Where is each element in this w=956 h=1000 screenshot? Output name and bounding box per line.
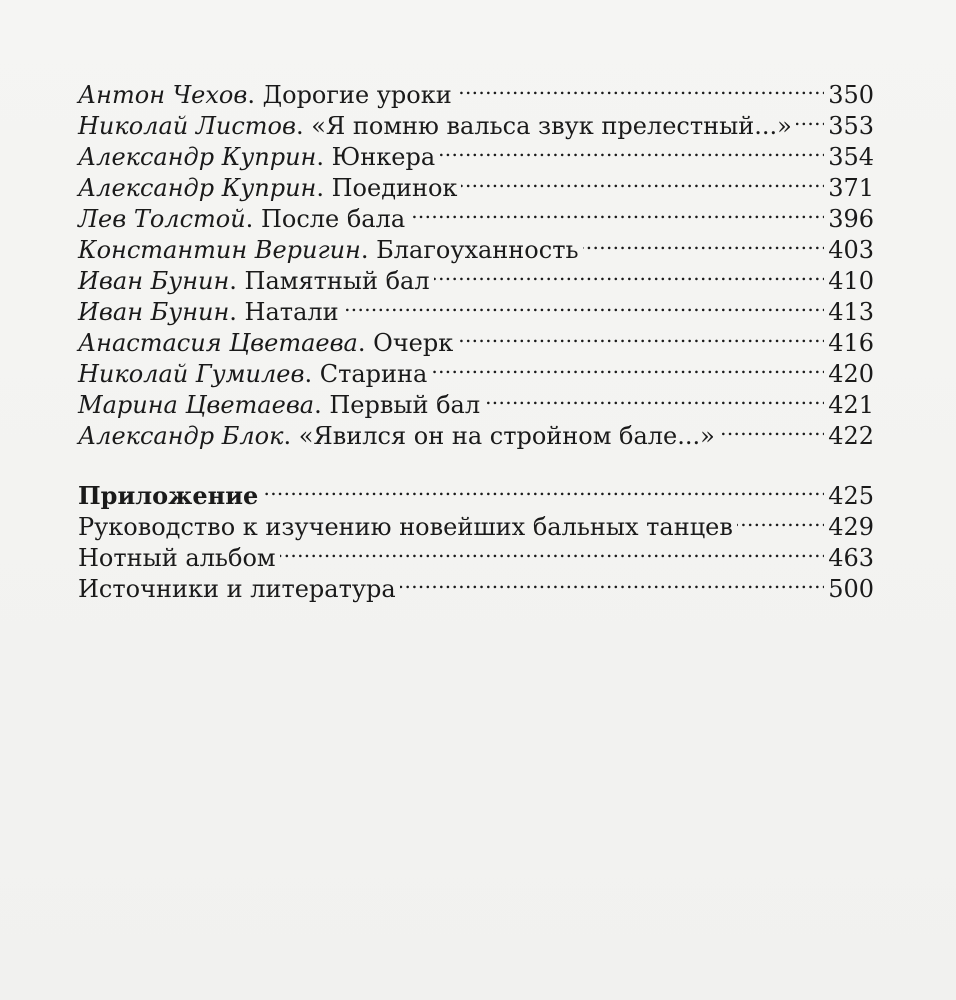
entry-page-number: 463: [828, 544, 874, 572]
leader-dots: [737, 504, 824, 535]
entry-title: После бала: [260, 205, 406, 233]
entry-page-number: 420: [828, 360, 874, 388]
entry-title: Благоуханность: [376, 236, 579, 264]
entry-author: Марина Цветаева: [78, 391, 315, 419]
leader-dots: [431, 351, 824, 382]
entry-author: Антон Чехов: [78, 81, 248, 109]
leader-dots: [484, 382, 824, 413]
entry-page-number: 413: [828, 298, 874, 326]
entry-page-number: 403: [828, 236, 874, 264]
leader-dots: [434, 258, 825, 289]
entry-separator: .: [229, 298, 245, 326]
leader-dots: [280, 535, 825, 566]
leader-dots: [456, 72, 824, 103]
leader-dots: [262, 473, 824, 504]
entry-separator: .: [316, 174, 332, 202]
entry-page-number: 396: [828, 205, 874, 233]
entry-page-number: 421: [828, 391, 874, 419]
entry-author: Александр Куприн: [78, 174, 317, 202]
leader-dots: [719, 413, 824, 444]
entry-title: «Я помню вальса звук прелестный...»: [311, 112, 792, 140]
entry-page-number: 354: [828, 143, 874, 171]
entry-title: Первый бал: [329, 391, 481, 419]
entry-title: Нотный альбом: [78, 544, 276, 572]
leader-dots: [583, 227, 825, 258]
leader-dots: [439, 134, 824, 165]
entry-title: Памятный бал: [244, 267, 430, 295]
leader-dots: [457, 320, 824, 351]
entry-author: Александр Блок: [78, 422, 284, 450]
entry-author: Константин Веригин: [78, 236, 361, 264]
entry-page-number: 416: [828, 329, 874, 357]
entry-author: Николай Листов: [78, 112, 296, 140]
entry-separator: .: [229, 267, 245, 295]
entry-author: Иван Бунин: [78, 298, 230, 326]
appendix-heading-entry: [78, 473, 874, 510]
leader-dots: [400, 566, 825, 597]
entry-separator: .: [360, 236, 377, 264]
entry-author: Лев Толстой: [78, 205, 246, 233]
entry-title: Старина: [319, 360, 428, 388]
entry-page-number: 422: [828, 422, 874, 450]
entry-title: Очерк: [373, 329, 454, 357]
entry-author: Александр Куприн: [78, 143, 317, 171]
entry-title: Юнкера: [331, 143, 436, 171]
appendix-page-number: 425: [828, 482, 874, 510]
entry-page-number: 353: [828, 112, 874, 140]
entry-separator: .: [314, 391, 330, 419]
entry-separator: .: [245, 205, 261, 233]
leader-dots: [409, 196, 824, 227]
entry-page-number: 410: [828, 267, 874, 295]
entry-title: Натали: [244, 298, 339, 326]
entry-page-number: 429: [828, 513, 874, 541]
entry-page-number: 371: [828, 174, 874, 202]
appendix-items: [78, 504, 874, 603]
entry-page-number: 500: [828, 575, 874, 603]
entry-separator: .: [304, 360, 320, 388]
leader-dots: [796, 103, 824, 134]
entry-title: Источники и литература: [78, 575, 396, 603]
appendix-heading: Приложение: [78, 481, 259, 510]
entry-separator: .: [295, 112, 312, 140]
table-of-contents: [78, 72, 874, 603]
entry-title: Руководство к изучению новейших бальных танцев: [78, 513, 733, 541]
entry-title: Дорогие уроки: [262, 81, 452, 109]
toc-entry: [78, 72, 874, 109]
entry-separator: .: [247, 81, 263, 109]
entry-author: Николай Гумилев: [78, 360, 305, 388]
leader-dots: [343, 289, 825, 320]
entry-author: Иван Бунин: [78, 267, 230, 295]
toc-entries: [78, 72, 874, 450]
leader-dots: [461, 165, 824, 196]
entry-author: Анастасия Цветаева: [78, 329, 358, 357]
entry-title: Поединок: [331, 174, 458, 202]
entry-separator: .: [357, 329, 374, 357]
entry-page-number: 350: [828, 81, 874, 109]
entry-title: «Явился он на стройном бале...»: [298, 422, 715, 450]
entry-separator: .: [283, 422, 299, 450]
entry-separator: .: [316, 143, 332, 171]
